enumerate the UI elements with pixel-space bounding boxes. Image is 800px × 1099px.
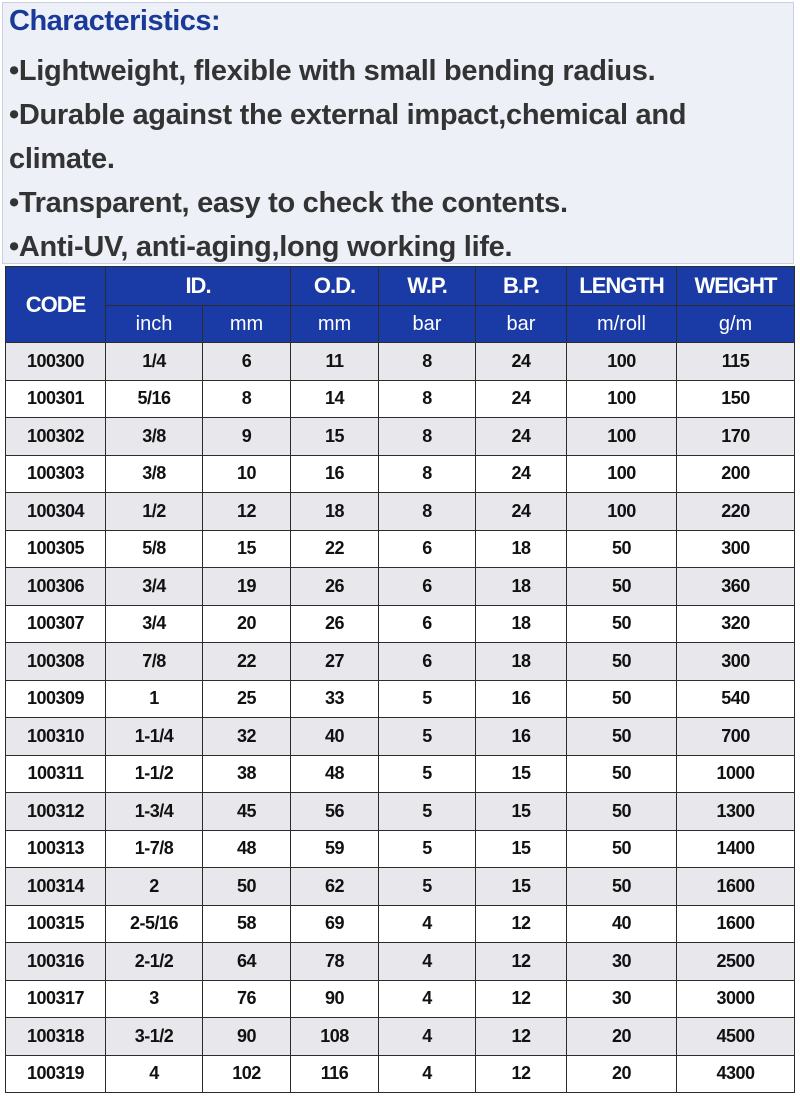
col-header-bp: B.P. (476, 267, 567, 306)
col-header-wp: W.P. (379, 267, 476, 306)
cell-length: 100 (567, 455, 677, 493)
cell-wp: 8 (379, 418, 476, 456)
cell-weight: 1000 (677, 755, 795, 793)
cell-od: 48 (291, 755, 379, 793)
cell-id-inch: 5/8 (106, 530, 203, 568)
cell-wp: 6 (379, 530, 476, 568)
cell-weight: 3000 (677, 980, 795, 1018)
cell-od: 62 (291, 868, 379, 906)
cell-id-inch: 2 (106, 868, 203, 906)
cell-id-mm: 76 (203, 980, 291, 1018)
cell-length: 20 (567, 1055, 677, 1093)
cell-bp: 24 (476, 418, 567, 456)
table-row (6, 680, 795, 718)
unit-weight: g/m (677, 306, 795, 343)
cell-wp: 8 (379, 455, 476, 493)
header-row (6, 267, 795, 306)
cell-weight: 320 (677, 605, 795, 643)
cell-length: 50 (567, 568, 677, 606)
cell-weight: 1300 (677, 793, 795, 831)
cell-id-inch: 5/16 (106, 380, 203, 418)
characteristics-panel (2, 2, 794, 264)
cell-code: 100302 (6, 418, 106, 456)
cell-bp: 24 (476, 455, 567, 493)
cell-od: 40 (291, 718, 379, 756)
cell-code: 100319 (6, 1055, 106, 1093)
cell-id-inch: 2-1/2 (106, 943, 203, 981)
cell-id-inch: 3/8 (106, 455, 203, 493)
cell-weight: 115 (677, 343, 795, 381)
cell-weight: 1400 (677, 830, 795, 868)
cell-id-mm: 9 (203, 418, 291, 456)
cell-wp: 4 (379, 943, 476, 981)
cell-od: 11 (291, 343, 379, 381)
cell-weight: 4300 (677, 1055, 795, 1093)
cell-wp: 5 (379, 755, 476, 793)
cell-bp: 12 (476, 980, 567, 1018)
cell-code: 100314 (6, 868, 106, 906)
cell-id-mm: 10 (203, 455, 291, 493)
cell-bp: 16 (476, 718, 567, 756)
cell-length: 100 (567, 343, 677, 381)
table-row (6, 343, 795, 381)
cell-id-mm: 102 (203, 1055, 291, 1093)
cell-od: 59 (291, 830, 379, 868)
cell-od: 69 (291, 905, 379, 943)
cell-id-mm: 25 (203, 680, 291, 718)
cell-id-inch: 1-7/8 (106, 830, 203, 868)
cell-id-mm: 12 (203, 493, 291, 531)
table-row (6, 868, 795, 906)
cell-length: 20 (567, 1018, 677, 1056)
table-row (6, 605, 795, 643)
cell-code: 100304 (6, 493, 106, 531)
cell-bp: 24 (476, 343, 567, 381)
table-row (6, 943, 795, 981)
cell-id-mm: 64 (203, 943, 291, 981)
cell-od: 116 (291, 1055, 379, 1093)
cell-length: 50 (567, 830, 677, 868)
cell-code: 100317 (6, 980, 106, 1018)
cell-id-mm: 45 (203, 793, 291, 831)
cell-wp: 5 (379, 830, 476, 868)
cell-weight: 4500 (677, 1018, 795, 1056)
cell-wp: 8 (379, 343, 476, 381)
spec-table (5, 266, 795, 1093)
cell-id-inch: 7/8 (106, 643, 203, 681)
cell-code: 100316 (6, 943, 106, 981)
characteristic-item: •Anti-UV, anti-aging,long working life. (9, 231, 513, 263)
cell-id-mm: 15 (203, 530, 291, 568)
cell-length: 50 (567, 868, 677, 906)
cell-weight: 300 (677, 643, 795, 681)
cell-bp: 18 (476, 530, 567, 568)
spec-table-body (6, 343, 795, 1093)
cell-wp: 5 (379, 680, 476, 718)
cell-length: 100 (567, 493, 677, 531)
table-row (6, 1055, 795, 1093)
cell-wp: 6 (379, 568, 476, 606)
cell-bp: 12 (476, 943, 567, 981)
cell-wp: 5 (379, 868, 476, 906)
cell-id-inch: 3-1/2 (106, 1018, 203, 1056)
cell-bp: 15 (476, 755, 567, 793)
unit-od-mm: mm (291, 306, 379, 343)
table-row (6, 418, 795, 456)
cell-code: 100310 (6, 718, 106, 756)
col-header-length: LENGTH (567, 267, 677, 306)
cell-id-inch: 1/2 (106, 493, 203, 531)
cell-code: 100305 (6, 530, 106, 568)
cell-weight: 300 (677, 530, 795, 568)
cell-length: 100 (567, 380, 677, 418)
cell-code: 100308 (6, 643, 106, 681)
cell-length: 30 (567, 980, 677, 1018)
cell-od: 16 (291, 455, 379, 493)
cell-bp: 18 (476, 605, 567, 643)
cell-length: 50 (567, 793, 677, 831)
cell-code: 100303 (6, 455, 106, 493)
cell-id-inch: 3/8 (106, 418, 203, 456)
cell-id-mm: 90 (203, 1018, 291, 1056)
cell-length: 50 (567, 680, 677, 718)
cell-od: 26 (291, 568, 379, 606)
cell-length: 50 (567, 530, 677, 568)
cell-weight: 200 (677, 455, 795, 493)
unit-row (6, 306, 795, 343)
cell-od: 33 (291, 680, 379, 718)
cell-bp: 16 (476, 680, 567, 718)
col-header-id: ID. (106, 267, 291, 306)
cell-length: 30 (567, 943, 677, 981)
cell-id-inch: 4 (106, 1055, 203, 1093)
cell-bp: 12 (476, 1018, 567, 1056)
cell-id-inch: 1-1/4 (106, 718, 203, 756)
cell-code: 100300 (6, 343, 106, 381)
cell-wp: 5 (379, 793, 476, 831)
cell-id-mm: 58 (203, 905, 291, 943)
cell-code: 100307 (6, 605, 106, 643)
cell-code: 100318 (6, 1018, 106, 1056)
cell-id-mm: 38 (203, 755, 291, 793)
table-row (6, 1018, 795, 1056)
characteristic-item: •Durable against the external impact,chemical and climate. (9, 99, 687, 175)
cell-length: 50 (567, 718, 677, 756)
cell-wp: 4 (379, 1055, 476, 1093)
unit-id-inch: inch (106, 306, 203, 343)
cell-length: 50 (567, 755, 677, 793)
cell-wp: 8 (379, 493, 476, 531)
cell-id-inch: 1/4 (106, 343, 203, 381)
cell-od: 26 (291, 605, 379, 643)
cell-code: 100301 (6, 380, 106, 418)
cell-length: 100 (567, 418, 677, 456)
cell-wp: 8 (379, 380, 476, 418)
unit-bp-bar: bar (476, 306, 567, 343)
cell-bp: 18 (476, 643, 567, 681)
cell-code: 100315 (6, 905, 106, 943)
col-header-od: O.D. (291, 267, 379, 306)
table-row (6, 568, 795, 606)
cell-weight: 360 (677, 568, 795, 606)
cell-od: 14 (291, 380, 379, 418)
cell-bp: 12 (476, 1055, 567, 1093)
cell-id-inch: 3/4 (106, 605, 203, 643)
col-header-weight: WEIGHT (677, 267, 795, 306)
table-row (6, 793, 795, 831)
table-row (6, 455, 795, 493)
table-row (6, 830, 795, 868)
cell-od: 22 (291, 530, 379, 568)
cell-od: 18 (291, 493, 379, 531)
cell-od: 15 (291, 418, 379, 456)
cell-id-inch: 2-5/16 (106, 905, 203, 943)
cell-wp: 5 (379, 718, 476, 756)
cell-bp: 15 (476, 868, 567, 906)
cell-id-mm: 19 (203, 568, 291, 606)
characteristic-item: •Lightweight, flexible with small bending radius. (9, 55, 656, 87)
cell-id-inch: 3 (106, 980, 203, 1018)
table-row (6, 530, 795, 568)
cell-code: 100309 (6, 680, 106, 718)
cell-id-mm: 48 (203, 830, 291, 868)
cell-id-mm: 32 (203, 718, 291, 756)
cell-code: 100312 (6, 793, 106, 831)
cell-od: 27 (291, 643, 379, 681)
cell-wp: 6 (379, 643, 476, 681)
cell-bp: 18 (476, 568, 567, 606)
cell-id-mm: 20 (203, 605, 291, 643)
cell-bp: 12 (476, 905, 567, 943)
cell-length: 40 (567, 905, 677, 943)
cell-bp: 24 (476, 380, 567, 418)
unit-id-mm: mm (203, 306, 291, 343)
cell-length: 50 (567, 643, 677, 681)
cell-wp: 4 (379, 1018, 476, 1056)
cell-weight: 2500 (677, 943, 795, 981)
unit-length: m/roll (567, 306, 677, 343)
cell-weight: 540 (677, 680, 795, 718)
cell-weight: 1600 (677, 905, 795, 943)
cell-od: 78 (291, 943, 379, 981)
table-row (6, 380, 795, 418)
cell-id-mm: 8 (203, 380, 291, 418)
cell-wp: 4 (379, 905, 476, 943)
cell-id-mm: 6 (203, 343, 291, 381)
cell-wp: 6 (379, 605, 476, 643)
cell-id-inch: 3/4 (106, 568, 203, 606)
unit-wp-bar: bar (379, 306, 476, 343)
cell-id-inch: 1-3/4 (106, 793, 203, 831)
cell-weight: 1600 (677, 868, 795, 906)
col-header-code: CODE (6, 267, 106, 343)
cell-code: 100306 (6, 568, 106, 606)
characteristic-item: •Transparent, easy to check the contents. (9, 187, 568, 219)
table-row (6, 643, 795, 681)
table-row (6, 905, 795, 943)
cell-od: 56 (291, 793, 379, 831)
cell-id-inch: 1-1/2 (106, 755, 203, 793)
cell-code: 100313 (6, 830, 106, 868)
table-row (6, 718, 795, 756)
cell-bp: 15 (476, 830, 567, 868)
table-row (6, 755, 795, 793)
table-row (6, 493, 795, 531)
table-row (6, 980, 795, 1018)
cell-weight: 220 (677, 493, 795, 531)
cell-bp: 24 (476, 493, 567, 531)
cell-code: 100311 (6, 755, 106, 793)
characteristics-title: Characteristics: (9, 5, 221, 37)
cell-weight: 150 (677, 380, 795, 418)
cell-length: 50 (567, 605, 677, 643)
cell-id-inch: 1 (106, 680, 203, 718)
cell-od: 108 (291, 1018, 379, 1056)
cell-weight: 170 (677, 418, 795, 456)
cell-id-mm: 22 (203, 643, 291, 681)
cell-id-mm: 50 (203, 868, 291, 906)
characteristics-list (9, 49, 789, 269)
cell-weight: 700 (677, 718, 795, 756)
cell-wp: 4 (379, 980, 476, 1018)
cell-bp: 15 (476, 793, 567, 831)
cell-od: 90 (291, 980, 379, 1018)
